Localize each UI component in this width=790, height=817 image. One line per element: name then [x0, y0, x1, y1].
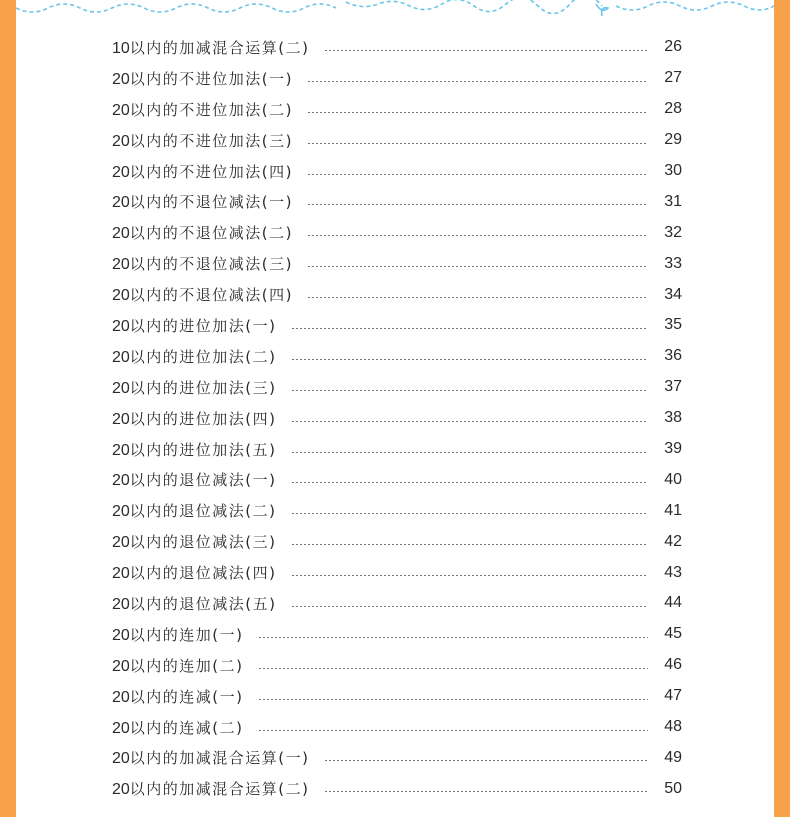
dot-leader — [291, 513, 648, 514]
toc-entry[interactable] — [112, 403, 682, 434]
toc-entry[interactable] — [112, 650, 682, 681]
table-of-contents — [112, 32, 682, 804]
toc-entry-text: 以内的退位减法(五) — [129, 594, 277, 613]
toc-entry[interactable] — [112, 681, 682, 712]
toc-page-number: 31 — [664, 192, 682, 210]
toc-entry-title — [112, 593, 277, 614]
dot-leader — [258, 668, 648, 669]
toc-entry[interactable] — [112, 495, 682, 526]
toc-entry-range: 20 — [112, 379, 130, 397]
dot-leader — [307, 204, 648, 205]
toc-entry-range: 20 — [112, 534, 130, 552]
toc-entry[interactable] — [112, 712, 682, 743]
toc-page-number: 43 — [664, 563, 682, 581]
toc-entry-range: 20 — [112, 225, 130, 243]
toc-page-number: 30 — [664, 162, 682, 179]
toc-entry-title — [112, 37, 310, 58]
toc-entry-text: 以内的加减混合运算(一) — [129, 749, 310, 768]
dot-leader — [291, 452, 648, 453]
dot-leader — [324, 760, 648, 761]
toc-entry[interactable] — [112, 186, 682, 217]
toc-entry-title — [112, 222, 293, 243]
toc-entry-text: 以内的不退位减法(四) — [129, 286, 294, 305]
toc-entry-range: 20 — [112, 719, 130, 737]
toc-entry-text: 以内的进位加法(二) — [129, 347, 277, 366]
toc-entry-range: 20 — [112, 472, 130, 490]
toc-entry-text: 以内的不退位减法(一) — [129, 193, 294, 212]
toc-entry[interactable] — [112, 464, 682, 495]
toc-entry[interactable] — [112, 248, 682, 279]
dot-leader — [258, 730, 648, 731]
toc-page-number: 36 — [664, 347, 682, 365]
toc-entry-range: 20 — [112, 70, 130, 88]
toc-page-number: 45 — [664, 625, 682, 643]
dot-leader — [291, 390, 648, 391]
toc-entry-text: 以内的退位减法(二) — [129, 502, 277, 521]
dot-leader — [291, 544, 648, 545]
toc-entry-title — [112, 562, 277, 583]
toc-entry-range: 10 — [112, 39, 130, 57]
toc-entry-title — [112, 68, 293, 89]
toc-entry-title — [112, 408, 277, 429]
book-page — [16, 0, 774, 817]
toc-entry-text: 以内的不进位加法(二) — [129, 100, 294, 119]
toc-entry-range: 20 — [112, 163, 130, 181]
toc-entry[interactable] — [112, 372, 682, 403]
toc-entry-title — [112, 531, 277, 552]
toc-entry-title — [112, 747, 310, 768]
toc-entry-range: 20 — [112, 317, 130, 335]
toc-page-number: 49 — [664, 748, 682, 766]
toc-entry-text: 以内的退位减法(三) — [129, 533, 277, 552]
toc-entry-range: 20 — [112, 256, 130, 274]
toc-entry-title — [112, 686, 244, 707]
toc-entry-title — [112, 655, 244, 676]
dot-leader — [307, 266, 648, 267]
toc-entry-text: 以内的不退位减法(二) — [129, 224, 294, 243]
toc-page-number: 37 — [664, 378, 682, 396]
toc-entry-title — [112, 99, 293, 120]
toc-entry[interactable] — [112, 526, 682, 557]
toc-entry-title — [112, 161, 293, 182]
toc-entry-range: 20 — [112, 750, 130, 768]
toc-entry-title — [112, 778, 310, 799]
dot-leader — [291, 575, 648, 576]
dot-leader — [291, 328, 648, 329]
toc-entry-text: 以内的不进位加法(三) — [129, 131, 294, 150]
toc-entry[interactable] — [112, 742, 682, 773]
toc-entry-range: 20 — [112, 287, 130, 305]
toc-entry-title — [112, 284, 293, 305]
toc-entry[interactable] — [112, 557, 682, 588]
dot-leader — [307, 143, 648, 144]
toc-entry-text: 以内的连加(二) — [129, 656, 244, 675]
toc-entry-range: 20 — [112, 565, 130, 583]
toc-entry-text: 以内的进位加法(三) — [129, 378, 277, 397]
toc-entry-range: 20 — [112, 410, 130, 428]
toc-entry-range: 20 — [112, 781, 130, 799]
toc-entry[interactable] — [112, 773, 682, 804]
toc-entry-range: 20 — [112, 441, 130, 459]
dot-leader — [291, 359, 648, 360]
toc-entry-title — [112, 500, 277, 521]
toc-entry-text: 以内的连减(一) — [129, 687, 244, 706]
toc-page-number: 41 — [664, 501, 682, 519]
toc-entry-text: 以内的进位加法(五) — [129, 440, 277, 459]
dot-leader — [307, 235, 648, 236]
toc-entry[interactable] — [112, 156, 682, 187]
toc-page-number: 48 — [664, 718, 682, 736]
toc-entry[interactable] — [112, 94, 682, 125]
dot-leader — [258, 637, 648, 638]
dot-leader — [307, 81, 648, 82]
toc-page-number: 39 — [664, 440, 682, 458]
toc-entry-text: 以内的退位减法(一) — [129, 471, 277, 490]
toc-entry-text: 以内的退位减法(四) — [129, 564, 277, 583]
toc-page-number: 33 — [664, 254, 682, 272]
toc-page-number: 34 — [664, 285, 682, 303]
toc-entry-text: 以内的连减(二) — [129, 718, 244, 737]
toc-entry[interactable] — [112, 32, 682, 63]
toc-page-number: 44 — [664, 594, 682, 612]
dot-leader — [307, 174, 648, 175]
toc-page-number: 28 — [664, 100, 682, 118]
toc-entry-title — [112, 130, 293, 151]
toc-entry-range: 20 — [112, 348, 130, 366]
toc-entry-range: 20 — [112, 194, 130, 212]
toc-entry-text: 以内的不进位加法(四) — [129, 162, 294, 181]
toc-entry[interactable] — [112, 279, 682, 310]
toc-entry[interactable] — [112, 619, 682, 650]
toc-entry-title — [112, 439, 277, 460]
toc-page-number: 35 — [664, 316, 682, 334]
toc-entry-title — [112, 253, 293, 274]
toc-entry-text: 以内的进位加法(一) — [129, 316, 277, 335]
toc-page-number: 27 — [664, 69, 682, 87]
toc-entry[interactable] — [112, 217, 682, 248]
toc-entry[interactable] — [112, 588, 682, 619]
toc-entry[interactable] — [112, 125, 682, 156]
toc-entry-range: 20 — [112, 626, 130, 644]
toc-entry-range: 20 — [112, 503, 130, 521]
toc-entry[interactable] — [112, 63, 682, 94]
toc-page-number: 50 — [664, 779, 682, 797]
dot-leader — [291, 606, 648, 607]
toc-entry-text: 以内的进位加法(四) — [129, 409, 277, 428]
toc-entry[interactable] — [112, 434, 682, 465]
dot-leader — [324, 791, 648, 792]
toc-page-number: 40 — [664, 470, 682, 488]
toc-entry-range: 20 — [112, 101, 130, 119]
dot-leader — [307, 297, 648, 298]
toc-entry-range: 20 — [112, 688, 130, 706]
toc-entry-range: 20 — [112, 595, 130, 613]
toc-page-number: 47 — [664, 687, 682, 705]
toc-entry-text: 以内的加减混合运算(二) — [129, 780, 310, 799]
dot-leader — [291, 421, 648, 422]
dot-leader — [307, 112, 648, 113]
toc-entry-text: 以内的加减混合运算(二) — [129, 38, 310, 57]
toc-page-number: 46 — [664, 656, 682, 674]
toc-page-number: 38 — [664, 409, 682, 427]
dot-leader — [324, 50, 648, 51]
toc-entry-title — [112, 624, 244, 645]
toc-entry-title — [112, 346, 277, 367]
toc-entry-title — [112, 377, 277, 398]
toc-page-number: 29 — [664, 131, 682, 149]
toc-entry-range: 20 — [112, 657, 130, 675]
wave-border-decoration — [16, 0, 774, 24]
toc-entry-title — [112, 191, 293, 212]
toc-page-number: 32 — [664, 223, 682, 241]
toc-entry-title — [112, 717, 244, 738]
toc-entry-text: 以内的不进位加法(一) — [129, 69, 294, 88]
toc-entry-title — [112, 469, 277, 490]
toc-page-number: 42 — [664, 532, 682, 550]
dot-leader — [291, 482, 648, 483]
toc-page-number: 26 — [664, 38, 682, 56]
toc-entry-title — [112, 315, 277, 336]
toc-entry-text: 以内的不退位减法(三) — [129, 255, 294, 274]
toc-entry-text: 以内的连加(一) — [129, 625, 244, 644]
toc-entry[interactable] — [112, 341, 682, 372]
toc-entry[interactable] — [112, 310, 682, 341]
toc-entry-range: 20 — [112, 132, 130, 150]
dot-leader — [258, 699, 648, 700]
